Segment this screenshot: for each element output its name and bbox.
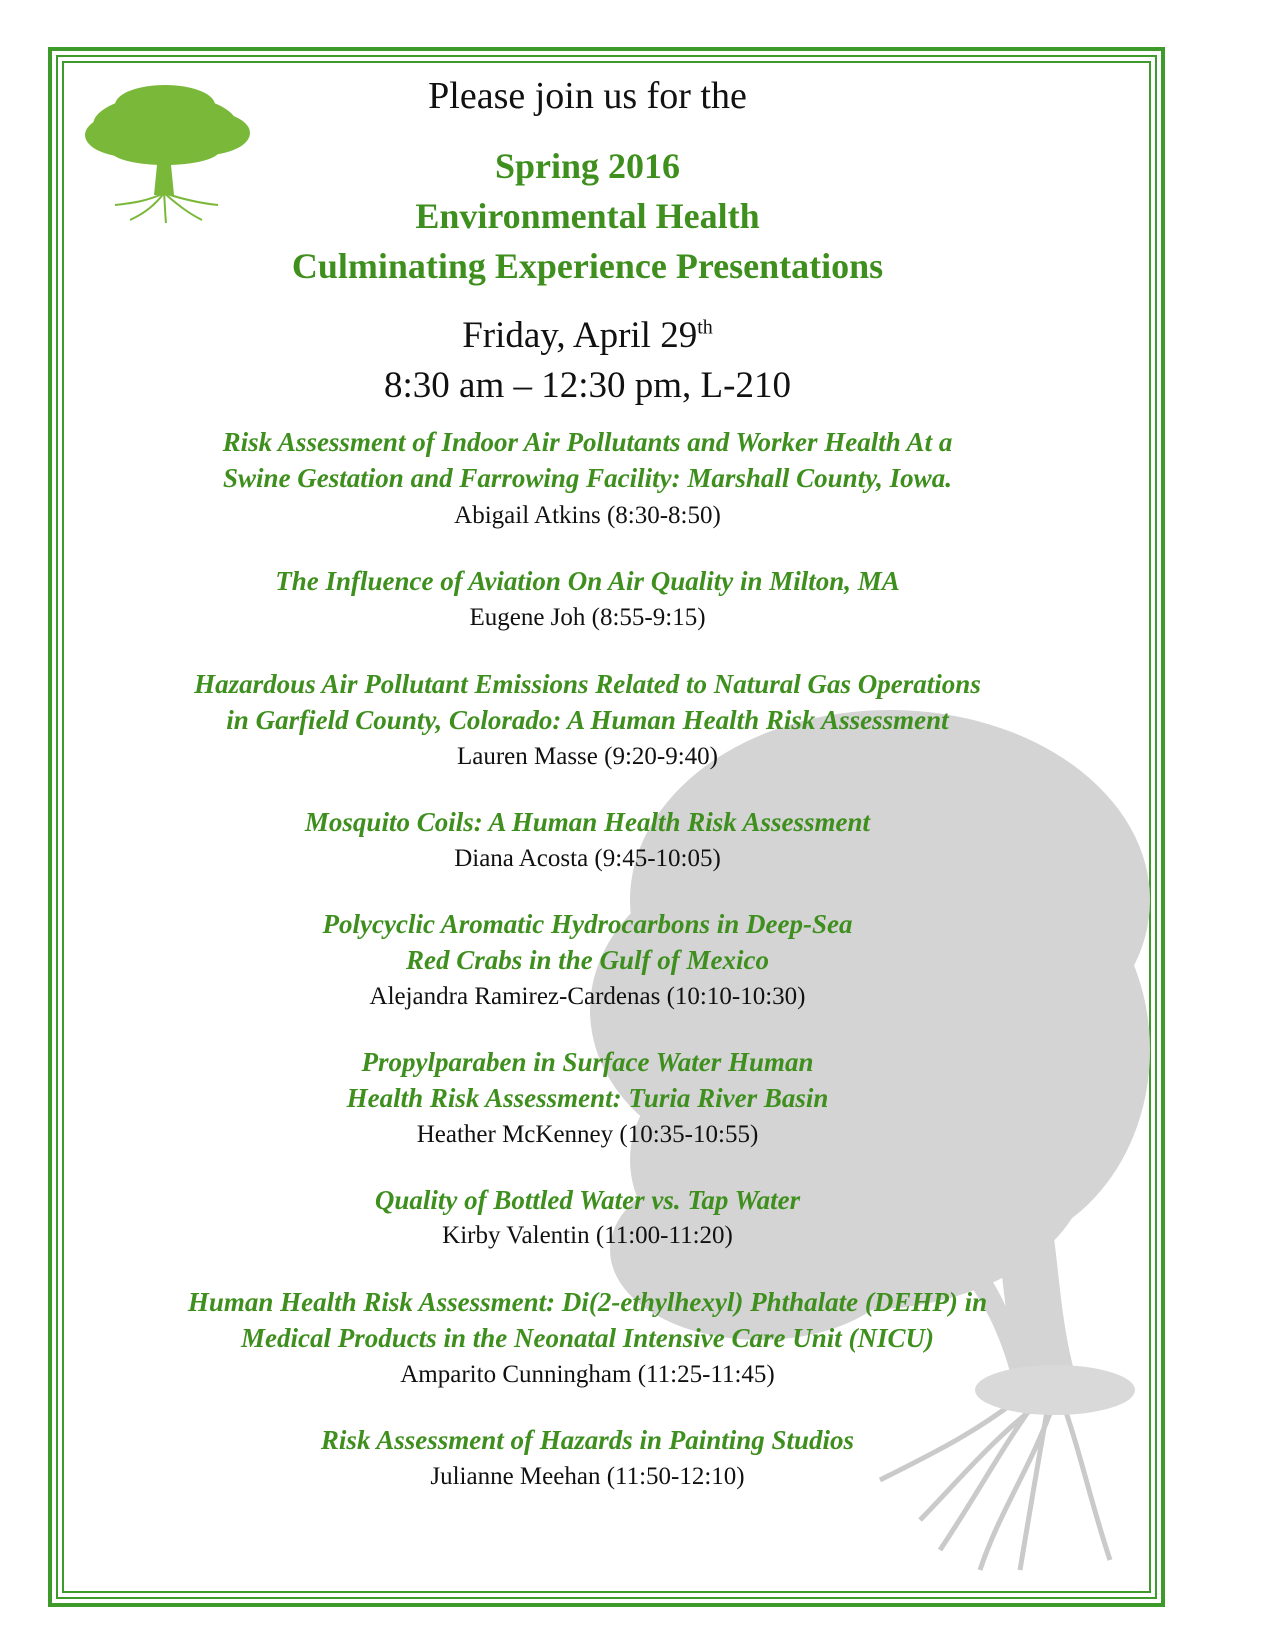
event-title-line-2: Environmental Health bbox=[415, 196, 760, 236]
event-title-line-1: Spring 2016 bbox=[494, 146, 681, 186]
talk-2-speaker: Eugene Joh (8:55-9:15) bbox=[469, 604, 706, 631]
talk-8-title-line-2: Medical Products in the Neonatal Intensive Care Unit (NICU) bbox=[240, 1323, 935, 1353]
talk-2-title-line-1: The Influence of Aviation On Air Quality in Milton, MA bbox=[275, 566, 900, 596]
talk-8-speaker: Amparito Cunningham (11:25-11:45) bbox=[400, 1361, 775, 1388]
talk-9-title-line-1: Risk Assessment of Hazards in Painting Studios bbox=[320, 1425, 855, 1455]
talk-7-speaker: Kirby Valentin (11:00-11:20) bbox=[442, 1222, 733, 1249]
talk-5-title-line-2: Red Crabs in the Gulf of Mexico bbox=[405, 945, 769, 975]
event-date-text: Friday, April 29 bbox=[462, 315, 698, 356]
talk-4-speaker: Diana Acosta (9:45-10:05) bbox=[454, 845, 721, 872]
talk-1-speaker: Abigail Atkins (8:30-8:50) bbox=[454, 502, 721, 529]
event-title-line-3: Culminating Experience Presentations bbox=[291, 246, 884, 286]
talk-1-title-line-1: Risk Assessment of Indoor Air Pollutants and Worker Health At a bbox=[222, 427, 953, 457]
talk-8-title-line-1: Human Health Risk Assessment: Di(2-ethylhexyl) Phthalate (DEHP) in bbox=[187, 1287, 988, 1317]
talk-6-title-line-1: Propylparaben in Surface Water Human bbox=[361, 1047, 814, 1077]
event-date bbox=[70, 314, 1105, 357]
intro-text: Please join us for the bbox=[428, 75, 747, 117]
talk-6-speaker: Heather McKenney (10:35-10:55) bbox=[416, 1121, 759, 1148]
event-date-suffix: th bbox=[697, 316, 713, 339]
talk-3-title-line-1: Hazardous Air Pollutant Emissions Related to Natural Gas Operations bbox=[194, 669, 981, 699]
talk-3-speaker: Lauren Masse (9:20-9:40) bbox=[456, 743, 719, 770]
talk-1-title-line-2: Swine Gestation and Farrowing Facility: Marshall County, Iowa. bbox=[223, 463, 952, 493]
talk-4-title-line-1: Mosquito Coils: A Human Health Risk Assessment bbox=[304, 807, 871, 837]
event-time-location: 8:30 am – 12:30 pm, L-210 bbox=[384, 365, 791, 406]
talk-5-title-line-1: Polycyclic Aromatic Hydrocarbons in Deep-Sea bbox=[322, 909, 853, 939]
talk-7-title-line-1: Quality of Bottled Water vs. Tap Water bbox=[374, 1185, 801, 1215]
talk-3-title-line-2: in Garfield County, Colorado: A Human Health Risk Assessment bbox=[226, 705, 949, 735]
talk-6-title-line-2: Health Risk Assessment: Turia River Basin bbox=[346, 1083, 829, 1113]
talk-9-speaker: Julianne Meehan (11:50-12:10) bbox=[430, 1463, 745, 1490]
talk-5-speaker: Alejandra Ramirez-Cardenas (10:10-10:30) bbox=[369, 983, 806, 1010]
